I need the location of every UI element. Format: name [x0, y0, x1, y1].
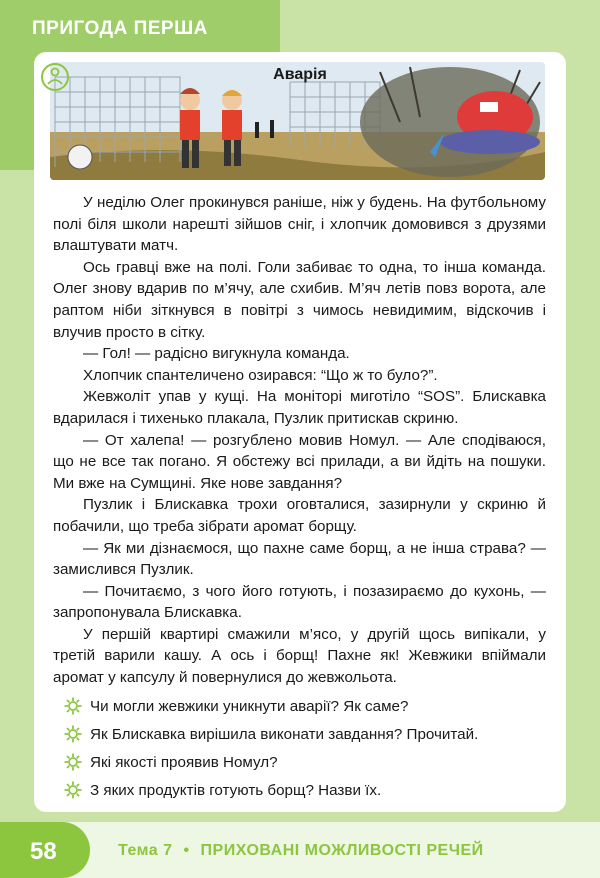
story-paragraph: — Гол! — радісно вигукнула команда. — [83, 345, 350, 363]
page-number: 58 — [30, 838, 57, 865]
story-paragraph: — Почитаємо, з чого його готують, і позазираємо до кухонь, — запропонувала Блискавка. — [53, 582, 546, 622]
question-text: Як Блискавка вирішила виконати завдання? Прочитай. — [90, 725, 479, 743]
story-paragraph: Пузлик і Блискавка трохи оговталися, зазирнули у скриню й побачили, що треба зібрати аромат борщу. — [53, 496, 546, 535]
chapter-title: ПРИГОДА ПЕРША — [32, 18, 208, 39]
footer-topic — [118, 842, 484, 860]
sun-gear-icon — [64, 725, 82, 743]
story-title: Аварія — [273, 66, 327, 83]
question-item — [64, 720, 544, 748]
story-paragraph: Хлопчик спантеличено озирався: “Що ж то було?”. — [83, 366, 438, 384]
question-item — [64, 748, 544, 776]
story-text — [53, 192, 546, 689]
story-paragraph: Ось гравці вже на полі. Голи забиває то одна, то інша команда. Олег знову вдарив по м’ячу, але схибив. М’яч летів повз ворота, але раптом ніби зіткнувся в повітрі з чимось невидимим, відскочив і влучив просто в сітку. — [53, 258, 546, 341]
questions-list — [64, 692, 544, 804]
sun-gear-icon — [64, 753, 82, 771]
question-item — [64, 776, 544, 804]
question-text: З яких продуктів готують борщ? Назви їх. — [90, 781, 382, 799]
story-paragraph: — Як ми дізнаємося, що пахне саме борщ, а не інша страва? — замислився Пузлик. — [53, 539, 546, 579]
reader-icon — [40, 62, 70, 92]
question-text: Чи могли жевжики уникнути аварії? Як саме? — [90, 697, 409, 715]
sun-gear-icon — [64, 781, 82, 799]
sun-gear-icon — [64, 697, 82, 715]
question-text: Які якості проявив Номул? — [90, 753, 278, 771]
topic-title: ПРИХОВАНІ МОЖЛИВОСТІ РЕЧЕЙ — [200, 842, 484, 859]
story-paragraph: У неділю Олег прокинувся раніше, ніж у будень. На футбольному полі біля школи нарешті зійшов сніг, і хлопчик домовився з друзями влаштувати матч. — [53, 194, 546, 255]
story-paragraph: У першій квартирі смажили м’ясо, у другій щось випікали, у третій варили кашу. А ось і борщ! Пахне як! Жевжики впіймали аромат у капсулу й повернулися до жевжольота. — [53, 625, 546, 687]
topic-separator: • — [183, 842, 190, 859]
story-paragraph: Жевжоліт упав у кущі. На моніторі миготіло “SOS”. Блискавка вдарилася і тихенько плакала, Пузлик притискав скриню. — [53, 388, 546, 427]
story-paragraph: — От халепа! — розгублено мовив Номул. — Але сподіваюся, що не все так погано. Я обстежу всі прилади, а ви йдіть на пошуки. Ми вже на Сумщині. Яке нове завдання? — [53, 431, 546, 492]
question-item — [64, 692, 544, 720]
topic-label: Тема 7 — [118, 842, 173, 859]
